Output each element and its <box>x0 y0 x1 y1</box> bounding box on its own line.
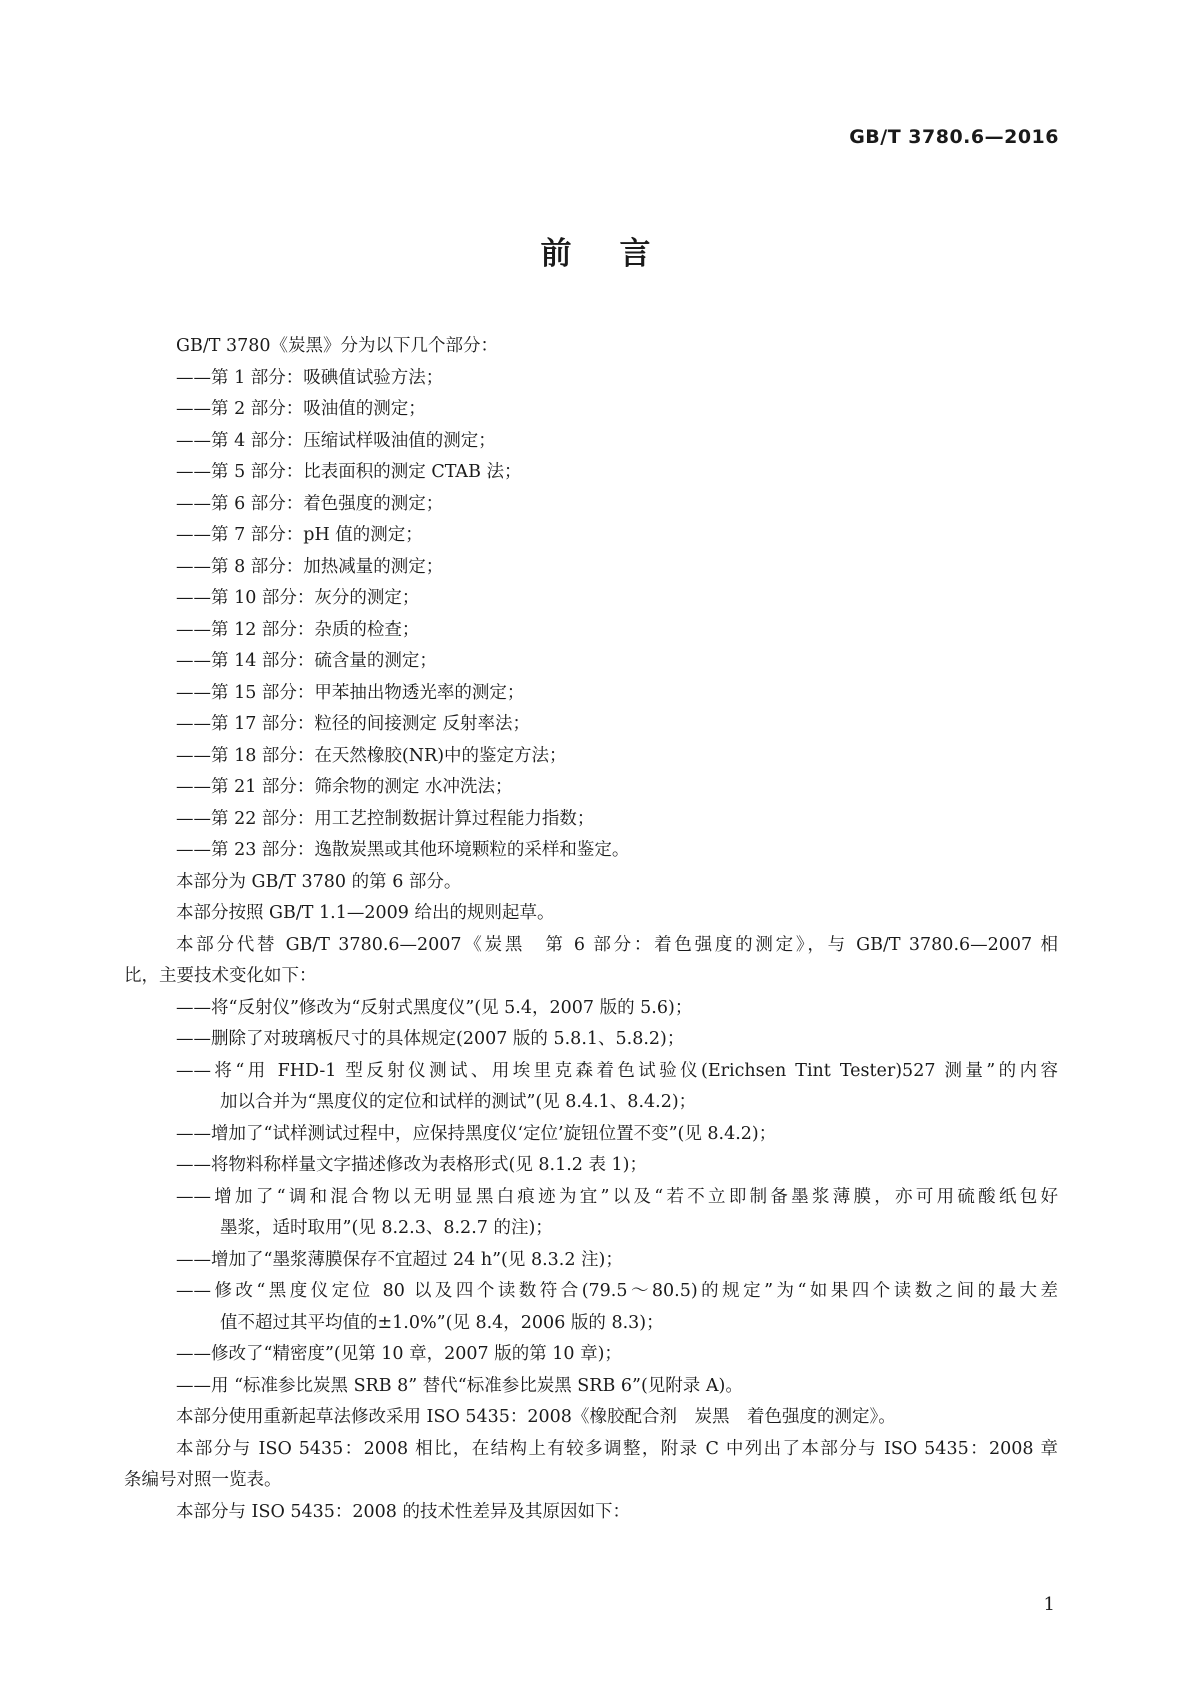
paragraph: 本部分与 ISO 5435：2008 相比，在结构上有较多调整，附录 C 中列出了本部分与 ISO 5435：2008 章 <box>176 1438 1058 1459</box>
list-item: ——第 4 部分：压缩试样吸油值的测定； <box>176 430 496 451</box>
list-item: ——第 8 部分：加热减量的测定； <box>176 556 444 577</box>
paragraph: 本部分代替 GB/T 3780.6—2007《炭黑 第 6 部分：着色强度的测定》，与 GB/T 3780.6—2007 相 <box>176 934 1058 955</box>
page-number: 1 <box>1043 1594 1055 1615</box>
standard-number: GB/T 3780.6—2016 <box>849 126 1059 148</box>
foreword-body <box>124 331 1058 1528</box>
list-item-continuation: 墨浆，适时取用”(见 8.2.3、8.2.7 的注)； <box>220 1218 553 1238</box>
list-item: ——将“用 FHD-1 型反射仪测试、用埃里克森着色试验仪(Erichsen Tint Tester)527 测量”的内容 <box>176 1060 1058 1081</box>
list-item: ——增加了“试样测试过程中，应保持黑度仪‘定位’旋钮位置不变”(见 8.4.2)； <box>176 1123 777 1144</box>
list-item: ——第 10 部分：灰分的测定； <box>176 588 420 608</box>
list-item: ——第 12 部分：杂质的检查； <box>176 619 420 640</box>
paragraph: 本部分与 ISO 5435：2008 的技术性差异及其原因如下： <box>176 1501 631 1522</box>
paragraph: 本部分使用重新起草法修改采用 ISO 5435：2008《橡胶配合剂 炭黑 着色强度的测定》。 <box>176 1407 896 1427</box>
page-title: 前言 <box>540 236 699 272</box>
paragraph-continuation: 条编号对照一览表。 <box>124 1470 282 1490</box>
list-item: ——第 6 部分：着色强度的测定； <box>176 493 444 514</box>
paragraph-continuation: 比，主要技术变化如下： <box>124 966 317 986</box>
list-item: ——增加了“调和混合物以无明显黑白痕迹为宜”以及“若不立即制备墨浆薄膜，亦可用硫酸纸包好 <box>176 1186 1058 1207</box>
list-item: ——第 1 部分：吸碘值试验方法； <box>176 367 444 388</box>
list-item: ——删除了对玻璃板尺寸的具体规定(2007 版的 5.8.1、5.8.2)； <box>176 1029 685 1049</box>
list-item: ——第 22 部分：用工艺控制数据计算过程能力指数； <box>176 808 595 829</box>
paragraph: 本部分按照 GB/T 1.1—2009 给出的规则起草。 <box>176 903 555 923</box>
list-item-continuation: 加以合并为“黑度仪的定位和试样的测试”(见 8.4.1、8.4.2)； <box>220 1092 697 1112</box>
list-item: ——第 7 部分：pH 值的测定； <box>176 525 423 545</box>
list-item: ——修改“黑度仪定位 80 以及四个读数符合(79.5～80.5)的规定”为“如果四个读数之间的最大差 <box>176 1281 1058 1301</box>
list-item: ——第 23 部分：逸散炭黑或其他环境颗粒的采样和鉴定。 <box>176 840 630 860</box>
list-item-continuation: 值不超过其平均值的±1.0%”(见 8.4，2006 版的 8.3)； <box>220 1312 664 1333</box>
list-item: ——第 14 部分：硫含量的测定； <box>176 651 437 671</box>
list-item: ——用 “标准参比炭黑 SRB 8” 替代“标准参比炭黑 SRB 6”(见附录 A)。 <box>176 1375 743 1396</box>
list-item: ——将物料称样量文字描述修改为表格形式(见 8.1.2 表 1)； <box>176 1155 648 1175</box>
paragraph-intro: GB/T 3780《炭黑》分为以下几个部分： <box>176 336 499 356</box>
list-item: ——增加了“墨浆薄膜保存不宜超过 24 h”(见 8.3.2 注)； <box>176 1249 623 1270</box>
list-item: ——将“反射仪”修改为“反射式黑度仪”(见 5.4，2007 版的 5.6)； <box>176 997 693 1018</box>
list-item: ——修改了“精密度”(见第 10 章，2007 版的第 10 章)； <box>176 1344 622 1364</box>
list-item: ——第 2 部分：吸油值的测定； <box>176 399 426 419</box>
list-item: ——第 5 部分：比表面积的测定 CTAB 法； <box>176 462 522 482</box>
paragraph: 本部分为 GB/T 3780 的第 6 部分。 <box>176 871 462 892</box>
list-item: ——第 21 部分：筛余物的测定 水冲洗法； <box>176 777 513 797</box>
list-item: ——第 15 部分：甲苯抽出物透光率的测定； <box>176 682 525 703</box>
list-item: ——第 17 部分：粒径的间接测定 反射率法； <box>176 714 530 734</box>
list-item: ——第 18 部分：在天然橡胶(NR)中的鉴定方法； <box>176 745 567 766</box>
